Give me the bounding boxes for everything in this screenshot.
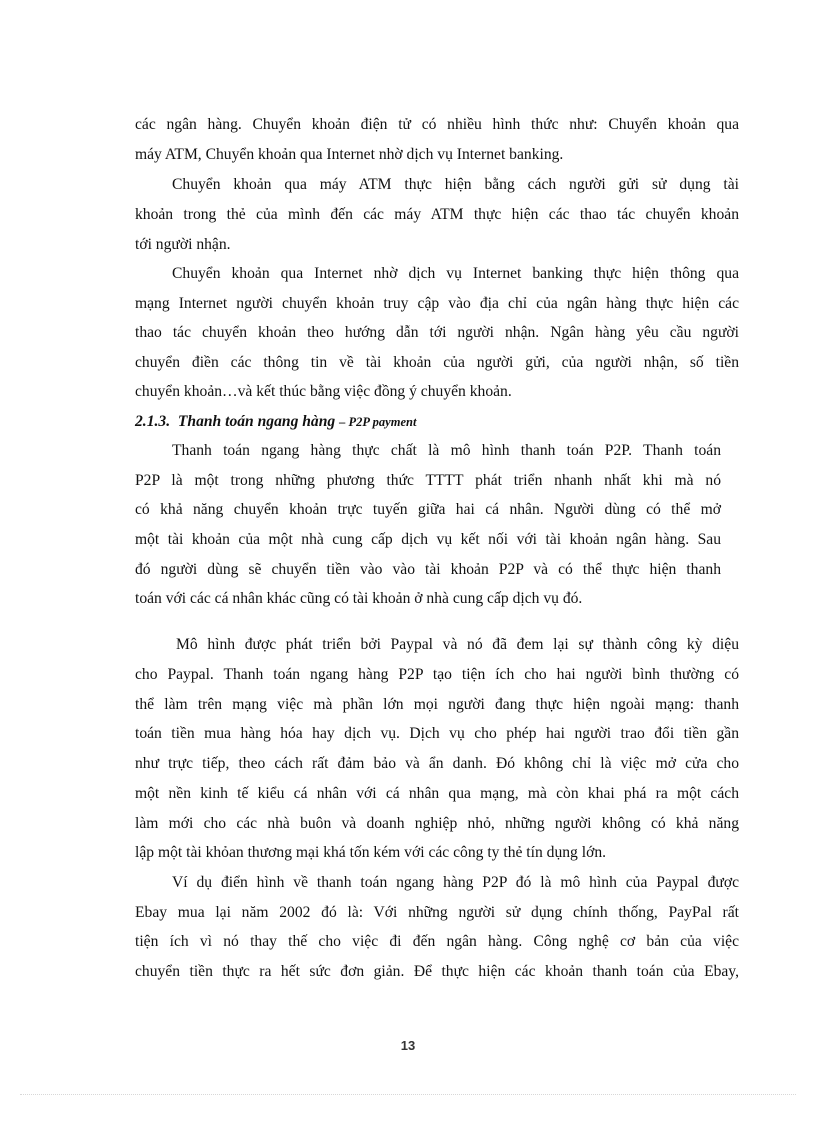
body-line: tiện ích vì nó thay thế cho việc đi đến ngân hàng. Công nghệ cơ bản của việc: [135, 933, 739, 950]
footer-divider: [20, 1094, 796, 1095]
body-line: đó người dùng sẽ chuyển tiền vào vào tài khoản P2P và có thể thực hiện thanh: [135, 561, 721, 578]
section-number: 2.1.3.: [135, 413, 171, 430]
body-line: Thanh toán ngang hàng thực chất là mô hình thanh toán P2P. Thanh toán: [172, 442, 721, 459]
body-line: chuyển điền các thông tin về tài khoản của người gửi, của người nhận, số tiền: [135, 354, 739, 371]
body-line: một tài khoản của một nhà cung cấp dịch vụ kết nối với tài khoản ngân hàng. Sau: [135, 531, 721, 548]
body-line: khoản trong thẻ của mình đến các máy ATM thực hiện các thao tác chuyển khoản: [135, 206, 739, 223]
body-line: làm mới cho các nhà buôn và doanh nghiệp nhỏ, những người không có khả năng: [135, 815, 739, 832]
body-line: Chuyển khoản qua Internet nhờ dịch vụ Internet banking thực hiện thông qua: [172, 265, 739, 282]
page-number: 13: [400, 1038, 416, 1053]
body-line: Ví dụ điển hình về thanh toán ngang hàng P2P đó là mô hình của Paypal được: [172, 874, 739, 891]
section-title: Thanh toán ngang hàng: [177, 413, 336, 430]
body-line: các ngân hàng. Chuyển khoản điện tử có nhiều hình thức như: Chuyển khoản qua: [135, 116, 739, 133]
body-line: cho Paypal. Thanh toán ngang hàng P2P tạo tiện ích cho hai người bình thường có: [135, 666, 739, 683]
section-subtitle: – P2P payment: [339, 415, 417, 429]
body-line: Mô hình được phát triển bởi Paypal và nó đã đem lại sự thành công kỳ diệu: [176, 636, 739, 653]
body-line: Chuyển khoản qua máy ATM thực hiện bằng cách người gửi sử dụng tài: [172, 176, 739, 193]
section-heading: [135, 407, 416, 437]
body-line: P2P là một trong những phương thức TTTT phát triển nhanh nhất khi mà nó: [135, 472, 721, 489]
body-line: toán với các cá nhân khác cũng có tài khoản ở nhà cung cấp dịch vụ đó.: [135, 590, 583, 607]
body-line: toán tiền mua hàng hóa hay dịch vụ. Dịch vụ cho phép hai người trao đổi tiền gần: [135, 725, 739, 742]
body-line: chuyển tiền thực ra hết sức đơn giản. Để thực hiện các khoản thanh toán của Ebay,: [135, 963, 739, 980]
body-line: một nền kinh tế kiểu cá nhân với cá nhân qua mạng, mà còn khai phá ra một cách: [135, 785, 739, 802]
body-line: Ebay mua lại năm 2002 đó là: Với những người sử dụng chính thống, PayPal rất: [135, 904, 739, 921]
body-line: mạng Internet người chuyển khoản truy cập vào địa chỉ của ngân hàng thực hiện các: [135, 295, 739, 312]
body-line: máy ATM, Chuyển khoản qua Internet nhờ dịch vụ Internet banking.: [135, 146, 564, 163]
body-line: thao tác chuyển khoản theo hướng dẫn tới người nhận. Ngân hàng yêu cầu người: [135, 324, 739, 341]
body-line: có khả năng chuyển khoản trực tuyến giữa hai cá nhân. Người dùng có thể mở: [135, 501, 721, 518]
body-line: thể làm trên mạng việc mà phần lớn mọi người đang thực hiện ngoài mạng: thanh: [135, 696, 739, 713]
body-line: chuyển khoản…và kết thúc bằng việc đồng ý chuyển khoản.: [135, 383, 512, 400]
body-line: tới người nhận.: [135, 236, 231, 253]
body-line: như trực tiếp, theo cách rất đảm bảo và ẩn danh. Đó không chỉ là việc mở cửa cho: [135, 755, 739, 772]
body-line: lập một tài khỏan thương mại khá tốn kém với các công ty thẻ tín dụng lớn.: [135, 844, 607, 861]
